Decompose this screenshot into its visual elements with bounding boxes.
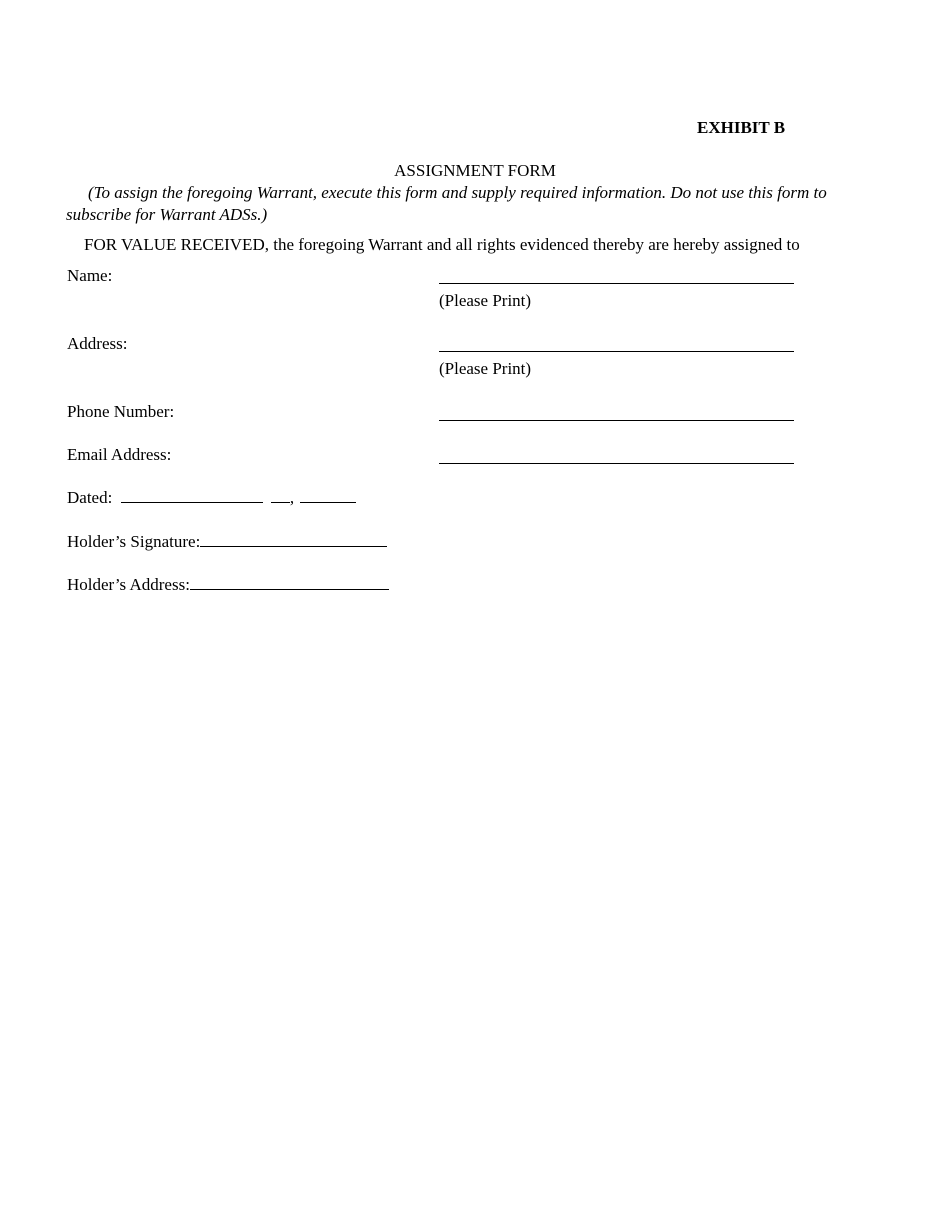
holder-address-line[interactable] [190,575,389,590]
holder-signature-line[interactable] [200,532,387,547]
form-instructions: (To assign the foregoing Warrant, execute this form and supply required information. Do not use this form to subscribe for Warrant ADSs.) [66,183,827,224]
address-please-print-hint: (Please Print) [439,359,532,378]
phone-number-field-line[interactable] [439,420,794,421]
name-field-line[interactable] [439,283,794,284]
form-title: ASSIGNMENT FORM [394,161,556,180]
dated-day-line[interactable] [271,488,290,503]
dated-year-line[interactable] [300,488,356,503]
holder-address-label: Holder’s Address: [67,575,190,594]
dated-month-day-line[interactable] [121,488,263,503]
holder-signature-row [67,532,387,552]
address-field-line[interactable] [439,351,794,352]
address-label: Address: [67,334,128,353]
dated-label: Dated: [67,488,113,507]
name-label: Name: [67,266,113,285]
holder-signature-label: Holder’s Signature: [67,532,201,551]
dated-row [67,488,356,508]
email-address-field-line[interactable] [439,463,794,464]
phone-number-label: Phone Number: [67,402,175,421]
exhibit-label: EXHIBIT B [697,118,786,137]
holder-address-row [67,575,389,595]
assignment-statement: FOR VALUE RECEIVED, the foregoing Warrant and all rights evidenced thereby are hereby assigned to [84,235,800,254]
email-address-label: Email Address: [67,445,172,464]
name-please-print-hint: (Please Print) [439,291,532,310]
date-separator: , [289,488,295,507]
